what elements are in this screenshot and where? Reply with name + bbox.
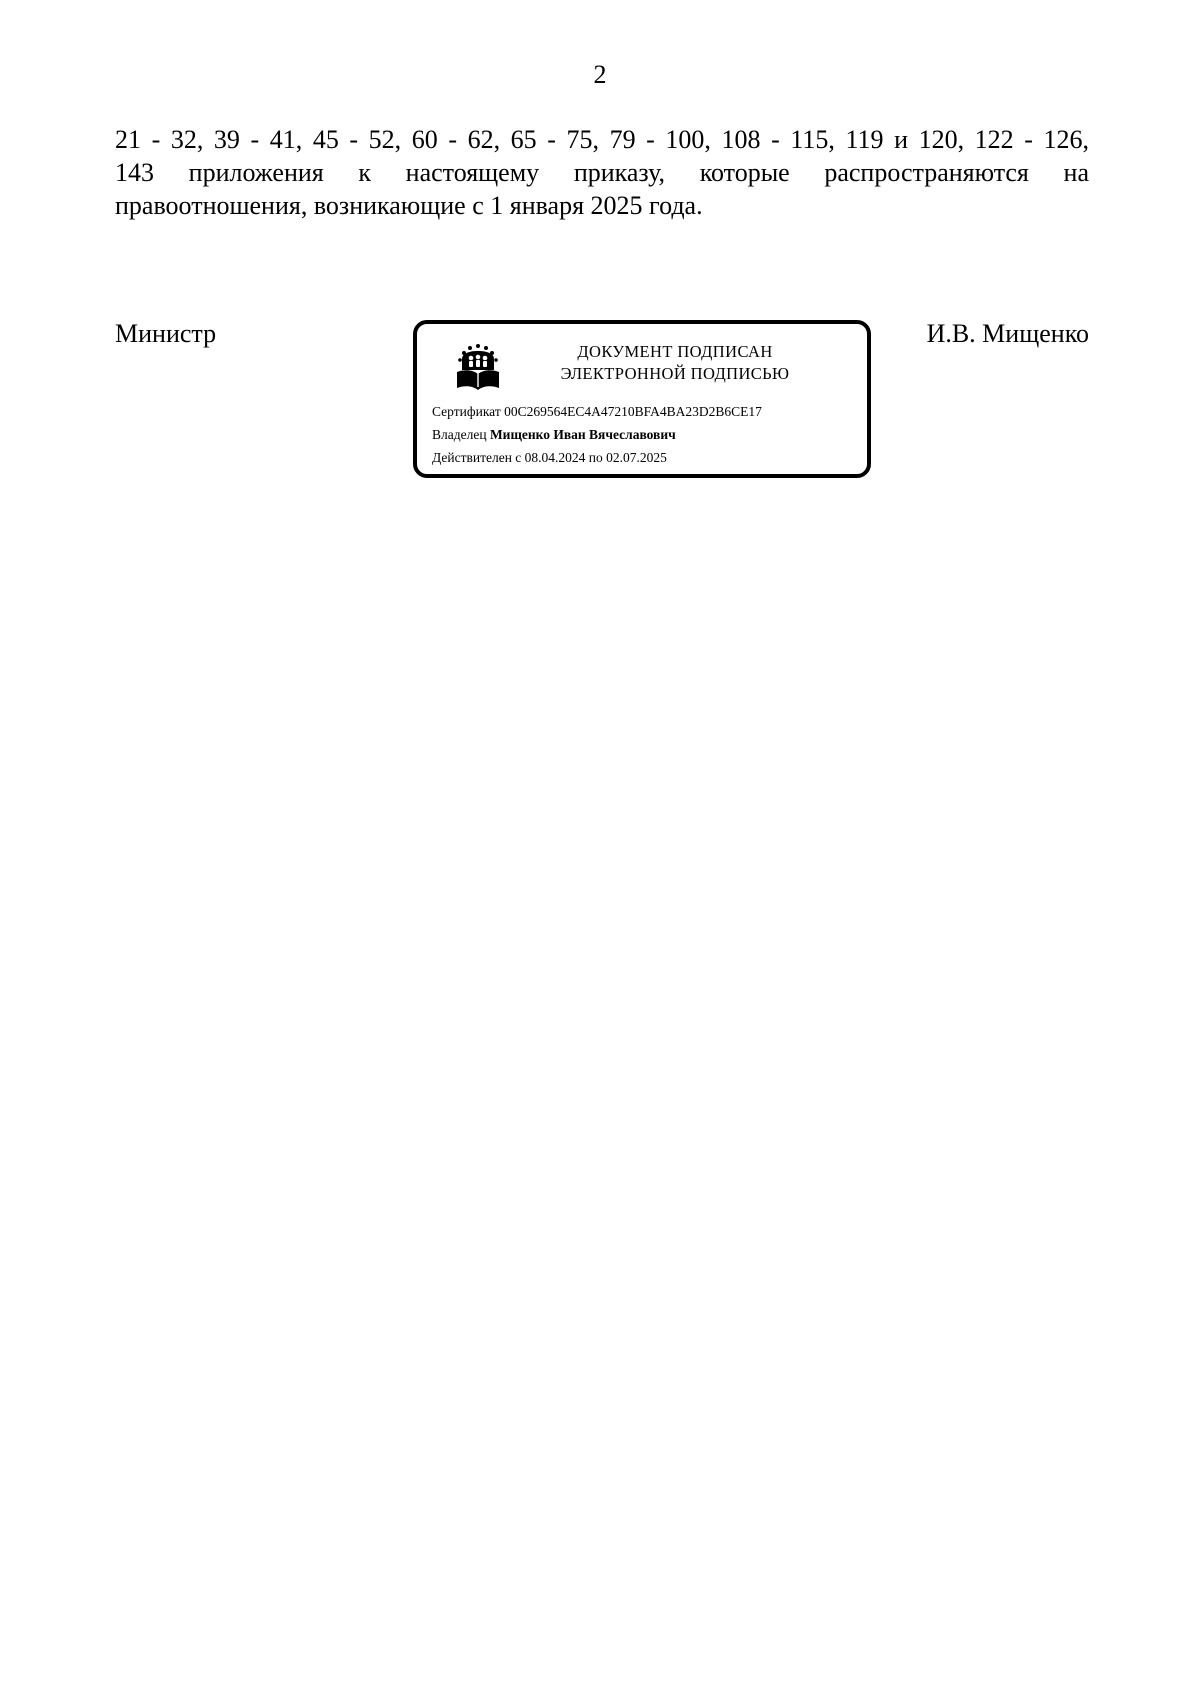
valid-from-date: 08.04.2024	[524, 450, 586, 465]
body-line: 143 приложения к настоящему приказу, которые распространяются на	[115, 158, 1089, 187]
valid-to-date: 02.07.2025	[606, 450, 667, 465]
owner-label: Владелец	[432, 427, 487, 442]
valid-to-label: по	[588, 450, 603, 465]
coat-of-arms-icon	[453, 342, 503, 392]
certificate-row	[432, 403, 762, 421]
signatory-position: Министр	[115, 319, 217, 348]
stamp-heading-line: ДОКУМЕНТ ПОДПИСАН	[577, 342, 773, 361]
body-line: правоотношения, возникающие с 1 января 2025 года.	[115, 191, 703, 220]
owner-value: Мищенко Иван Вячеславович	[489, 427, 676, 442]
certificate-value: 00C269564EC4A47210BFA4BA23D2B6CE17	[504, 404, 762, 419]
signatory-name: И.В. Мищенко	[926, 319, 1089, 348]
owner-row	[432, 426, 676, 444]
certificate-label: Сертификат	[432, 404, 501, 419]
body-line: 21 - 32, 39 - 41, 45 - 52, 60 - 62, 65 - 75, 79 - 100, 108 - 115, 119 и 120, 122 - 126,	[115, 125, 1089, 154]
body-paragraph	[115, 123, 1089, 222]
validity-row	[432, 449, 667, 467]
electronic-signature-stamp	[413, 320, 871, 478]
stamp-heading-line: ЭЛЕКТРОННОЙ ПОДПИСЬЮ	[560, 364, 790, 383]
stamp-heading	[525, 341, 825, 385]
valid-from-label: Действителен с	[432, 450, 522, 465]
page-number: 2	[593, 60, 607, 89]
